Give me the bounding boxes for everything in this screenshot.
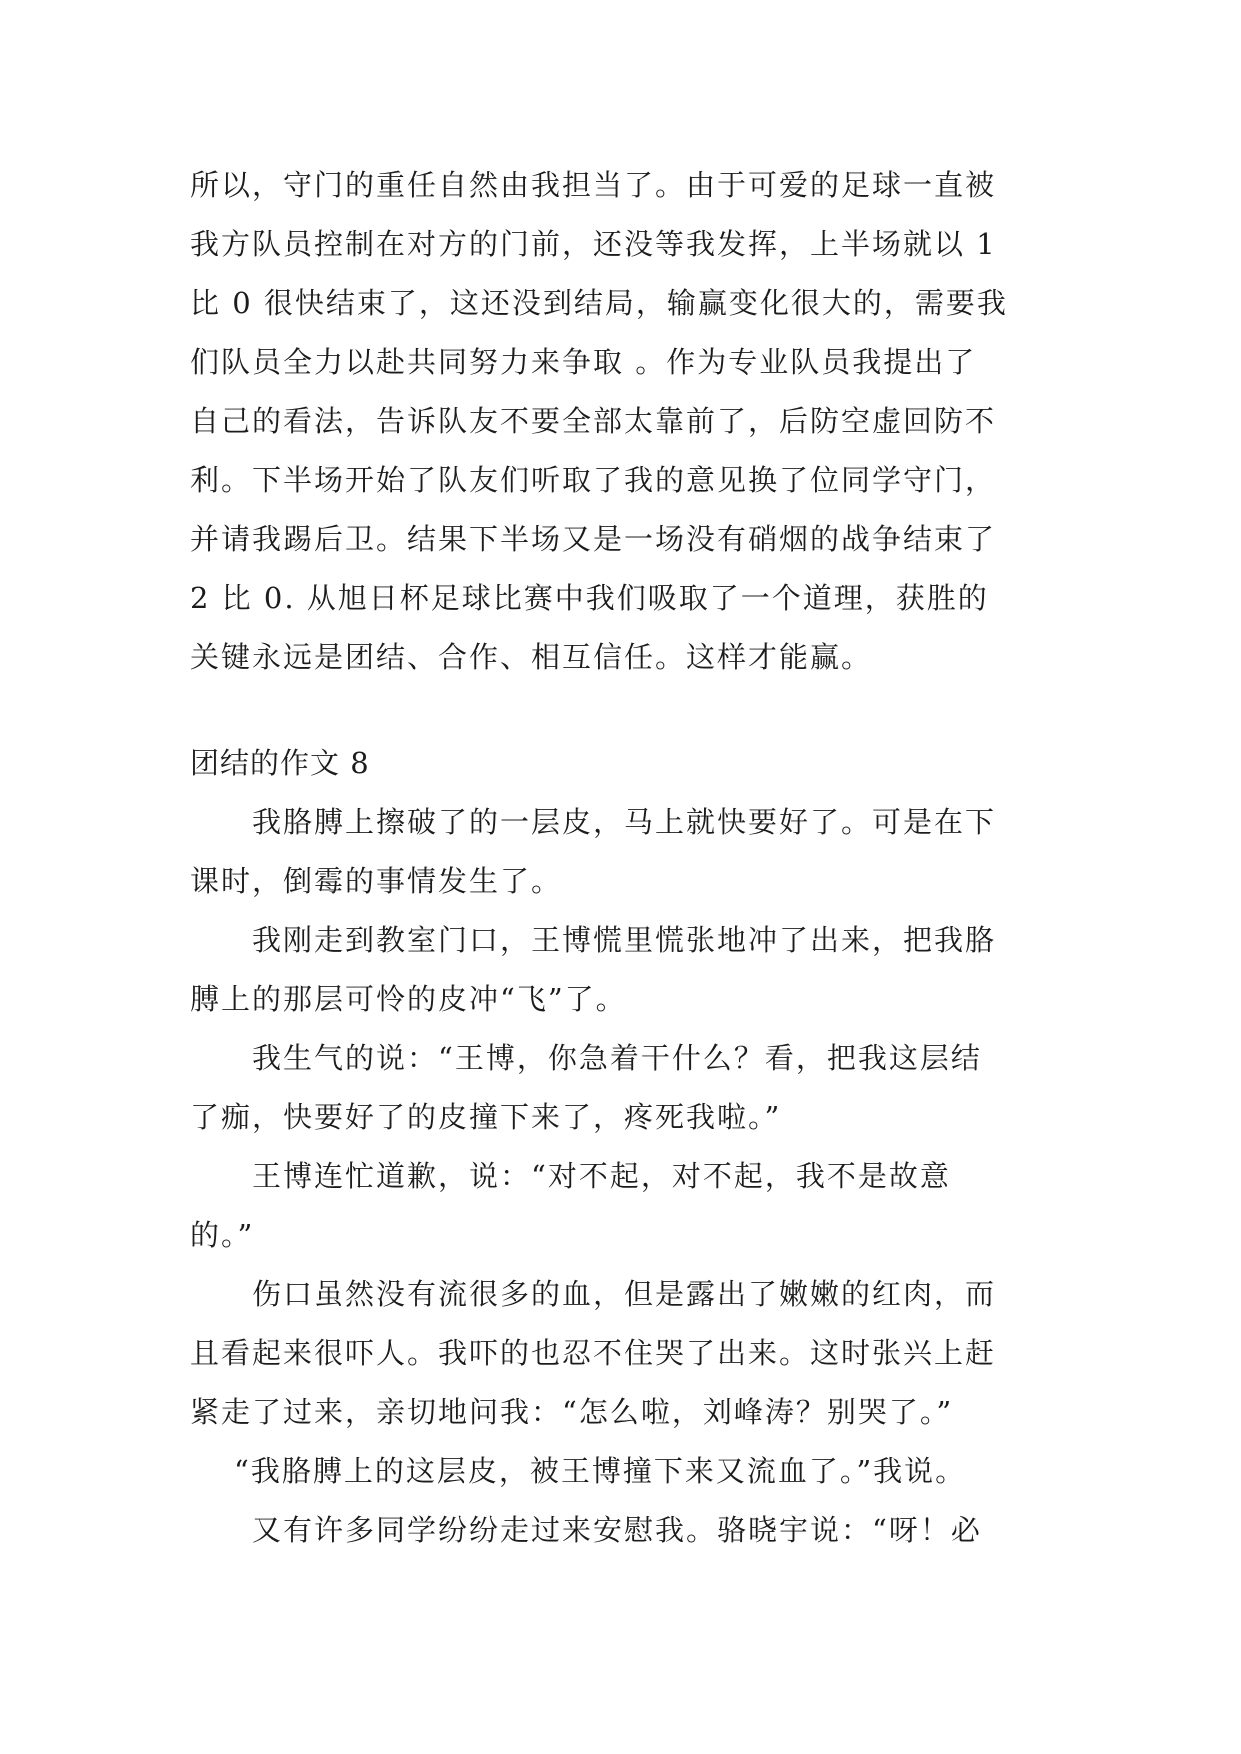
paragraph-line: 伤口虽然没有流很多的血，但是露出了嫩嫩的红肉，而 [252, 1277, 997, 1311]
paragraph-line: 的。” [190, 1218, 255, 1252]
continued-paragraph [190, 156, 1070, 687]
paragraph-line: 课时，倒霉的事情发生了。 [190, 864, 563, 898]
paragraph-line: 王博连忙道歉，说：“对不起，对不起，我不是故意 [252, 1159, 951, 1193]
paragraph-line: 了痂，快要好了的皮撞下来了，疼死我啦。” [190, 1100, 782, 1134]
paragraph-line: 比 0 很快结束了，这还没到结局，输赢变化很大的，需要我 [190, 286, 1008, 320]
paragraph-line: “我胳膊上的这层皮，被王博撞下来又流血了。”我说。 [234, 1454, 967, 1488]
paragraph-line: 利。下半场开始了队友们听取了我的意见换了位同学守门， [190, 463, 997, 497]
paragraph-line: 自己的看法，告诉队友不要全部太靠前了，后防空虚回防不 [190, 404, 997, 438]
paragraph-line: 我胳膊上擦破了的一层皮，马上就快要好了。可是在下 [252, 805, 997, 839]
paragraph-line: 所以，守门的重任自然由我担当了。由于可爱的足球一直被 [190, 168, 997, 202]
essay-body [190, 793, 1070, 1560]
paragraph-line: 并请我踢后卫。结果下半场又是一场没有硝烟的战争结束了 [190, 522, 997, 556]
paragraph-line: 且看起来很吓人。我吓的也忍不住哭了出来。这时张兴上赶 [190, 1336, 997, 1370]
paragraph-line: 我生气的说：“王博，你急着干什么？看，把我这层结 [252, 1041, 982, 1075]
section-title: 团结的作文 8 [190, 746, 370, 780]
paragraph-line: 膊上的那层可怜的皮冲“飞”了。 [190, 982, 627, 1016]
paragraph-line: 关键永远是团结、合作、相互信任。这样才能赢。 [190, 640, 873, 674]
paragraph-line: 2 比 0. 从旭日杯足球比赛中我们吸取了一个道理，获胜的 [190, 581, 989, 615]
paragraph-line: 们队员全力以赴共同努力来争取 。作为专业队员我提出了 [190, 345, 977, 379]
paragraph-line: 紧走了过来，亲切地问我：“怎么啦，刘峰涛？别哭了。” [190, 1395, 954, 1429]
paragraph-line: 又有许多同学纷纷走过来安慰我。骆晓宇说：“呀！必 [252, 1513, 982, 1547]
paragraph-line: 我刚走到教室门口，王博慌里慌张地冲了出来，把我胳 [252, 923, 997, 957]
paragraph-line: 我方队员控制在对方的门前，还没等我发挥，上半场就以 1 [190, 227, 997, 261]
